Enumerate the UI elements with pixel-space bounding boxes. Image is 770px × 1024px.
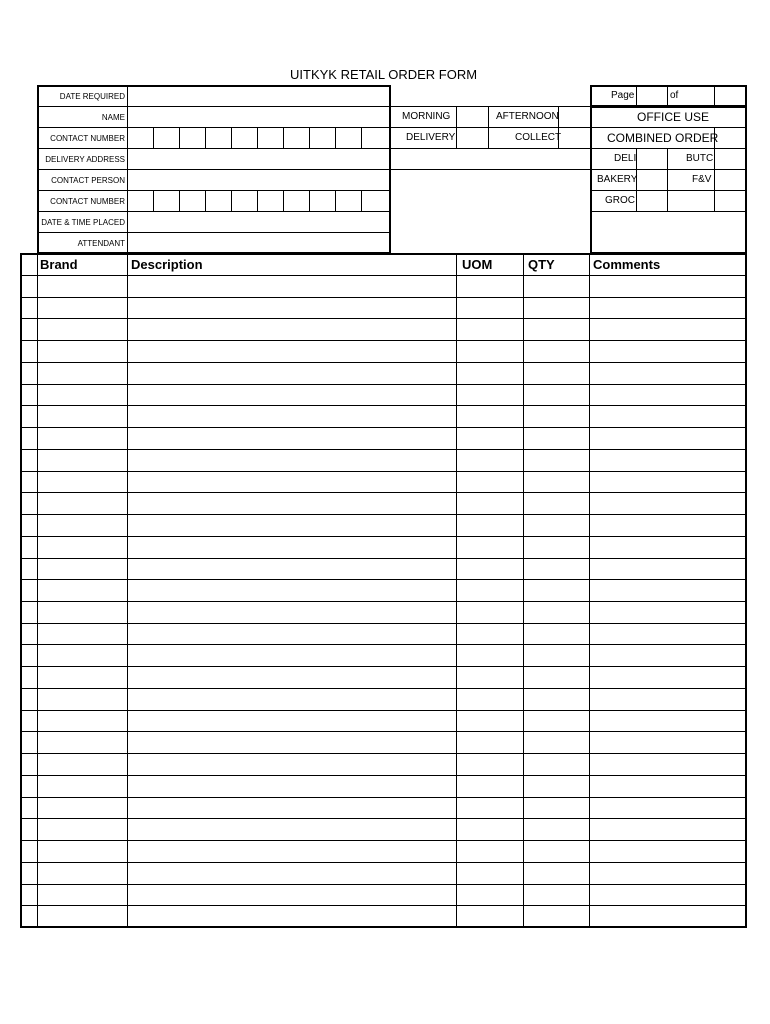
afternoon-label: AFTERNOON: [496, 111, 559, 122]
combined-order-label: COMBINED ORDER: [607, 131, 719, 145]
table-row[interactable]: [21, 385, 746, 406]
butc-label: BUTC: [686, 153, 714, 164]
table-row[interactable]: [21, 319, 746, 340]
description-header: Description: [131, 257, 203, 272]
table-row[interactable]: [21, 885, 746, 906]
butc-checkbox[interactable]: [715, 149, 745, 169]
uom-header: UOM: [462, 257, 493, 272]
name-label: NAME: [101, 113, 125, 122]
table-row[interactable]: [21, 276, 746, 297]
table-row[interactable]: [21, 667, 746, 688]
office-use-label: OFFICE USE: [637, 110, 710, 124]
table-row[interactable]: [21, 906, 746, 927]
table-row[interactable]: [21, 428, 746, 449]
bakery-checkbox[interactable]: [637, 170, 667, 190]
table-row[interactable]: [21, 602, 746, 623]
table-row[interactable]: [21, 645, 746, 666]
page-label: Page: [611, 90, 635, 101]
date-time-placed-label: DATE & TIME PLACED: [41, 218, 125, 227]
table-row[interactable]: [21, 537, 746, 558]
morning-checkbox[interactable]: [457, 107, 488, 127]
table-row[interactable]: [21, 732, 746, 753]
table-row[interactable]: [21, 776, 746, 797]
qty-header: QTY: [528, 257, 555, 272]
date-required-label: DATE REQUIRED: [59, 92, 125, 101]
attendant-field[interactable]: [128, 233, 390, 253]
date-required-field[interactable]: [128, 86, 390, 106]
page-number-field[interactable]: [637, 87, 667, 106]
table-row[interactable]: [21, 798, 746, 819]
table-row[interactable]: [21, 472, 746, 493]
contact-number-2-digits[interactable]: [128, 191, 390, 211]
delivery-address-label: DELIVERY ADDRESS: [45, 155, 125, 164]
table-row[interactable]: [21, 754, 746, 775]
fv-label: F&V: [692, 174, 712, 185]
table-row[interactable]: [21, 450, 746, 471]
of-label: of: [670, 90, 679, 101]
comments-header: Comments: [593, 257, 661, 272]
form-title: UITKYK RETAIL ORDER FORM: [290, 67, 478, 82]
attendant-label: ATTENDANT: [77, 239, 125, 248]
table-row[interactable]: [21, 863, 746, 884]
table-row[interactable]: [21, 624, 746, 645]
table-row[interactable]: [21, 298, 746, 319]
collect-label: COLLECT: [515, 132, 562, 143]
deli-label: DELI: [614, 153, 637, 164]
bakery-label: BAKERY: [597, 174, 638, 185]
table-row[interactable]: [21, 689, 746, 710]
table-row[interactable]: [21, 341, 746, 362]
collect-checkbox[interactable]: [559, 128, 590, 148]
contact-number-2-label: CONTACT NUMBER: [50, 197, 125, 206]
delivery-address-field[interactable]: [128, 149, 390, 169]
table-row[interactable]: [21, 711, 746, 732]
page-total-field[interactable]: [715, 87, 745, 106]
contact-number-digits[interactable]: [128, 128, 390, 148]
table-row[interactable]: [21, 406, 746, 427]
office-notes-area[interactable]: [591, 212, 746, 253]
fv-checkbox[interactable]: [715, 170, 745, 190]
table-row[interactable]: [21, 559, 746, 580]
morning-label: MORNING: [402, 111, 451, 122]
afternoon-checkbox[interactable]: [559, 107, 590, 127]
table-row[interactable]: [21, 363, 746, 384]
table-row[interactable]: [21, 515, 746, 536]
contact-person-field[interactable]: [128, 170, 390, 190]
combined-order-checkbox[interactable]: [715, 128, 745, 148]
delivery-checkbox[interactable]: [457, 128, 488, 148]
table-row[interactable]: [21, 841, 746, 862]
brand-header: Brand: [40, 257, 78, 272]
contact-number-label: CONTACT NUMBER: [50, 134, 125, 143]
groc-label: GROC: [605, 195, 635, 206]
name-field[interactable]: [128, 107, 390, 127]
table-row[interactable]: [21, 580, 746, 601]
date-time-placed-field[interactable]: [128, 212, 390, 232]
table-row[interactable]: [21, 493, 746, 514]
deli-checkbox[interactable]: [637, 149, 667, 169]
groc-checkbox[interactable]: [637, 191, 667, 211]
contact-person-label: CONTACT PERSON: [51, 176, 125, 185]
delivery-label: DELIVERY: [406, 132, 456, 143]
table-row[interactable]: [21, 819, 746, 840]
